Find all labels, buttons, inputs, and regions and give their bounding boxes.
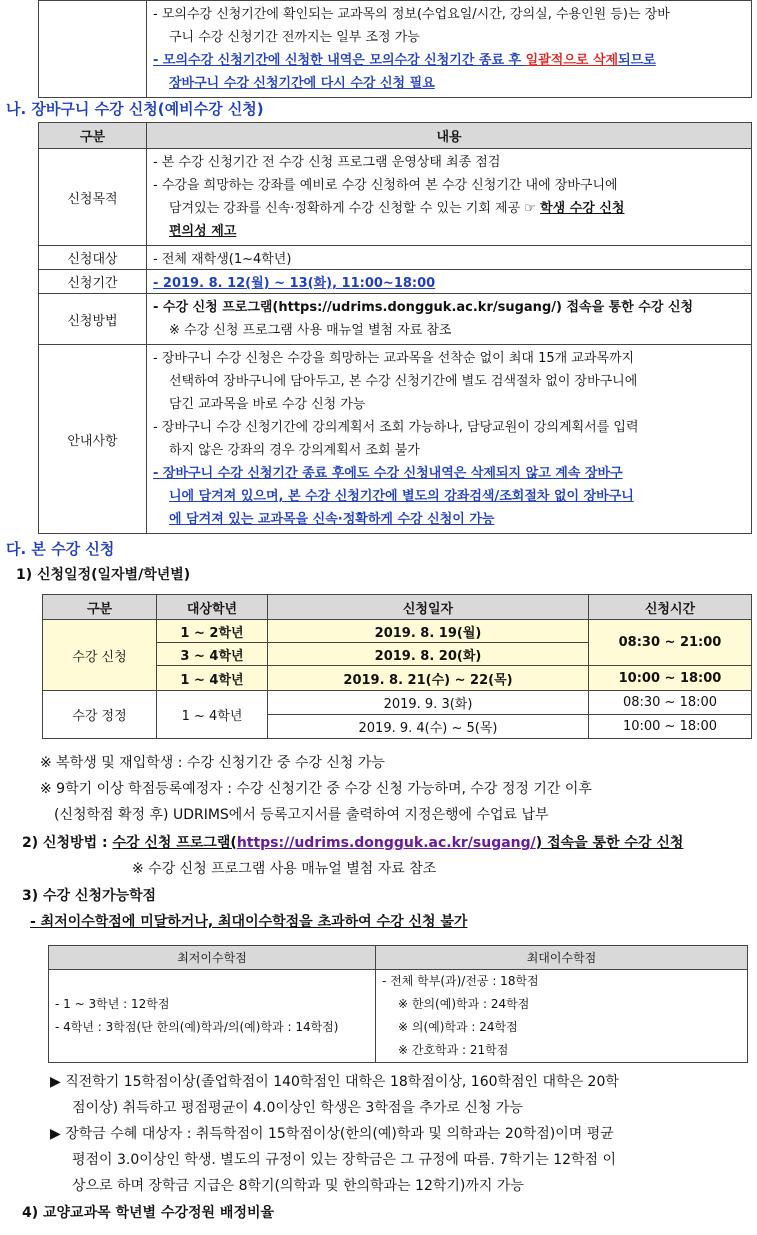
adj-time-2: 10:00 ~ 18:00 [589,715,752,739]
schedule-header-time: 신청시간 [589,595,752,620]
notice-line-6: - 장바구니 수강 신청기간 종료 후에도 수강 신청내역은 삭제되지 않고 계속 장바구 [153,466,623,481]
top-notice-content [147,1,752,98]
purpose-line-3-emph: 학생 수강 신청 [540,201,625,216]
basket-table [38,122,752,534]
top-notice-table [38,0,752,98]
top-line-4: 장바구니 수강 신청기간에 다시 수강 신청 필요 [169,76,435,91]
reg-time-1: 08:30 ~ 21:00 [589,620,752,666]
bullet-1-line-1: ▶ 직전학기 15학점이상(졸업학점이 140학점인 대학은 18학점이상, 160학점인 대학은 20학 [50,1074,619,1090]
bullet-list [50,1069,755,1199]
credit-table [48,945,748,1063]
period-label: 신청기간 [39,270,147,294]
adj-label: 수강 정정 [43,691,157,739]
reg-grade-1: 1 ~ 2학년 [157,620,268,643]
credit-min-1: - 1 ~ 3학년 : 12학점 [55,997,170,1011]
credit-max-3: ※ 의(예)학과 : 24학점 [398,1020,518,1034]
credit-min-2: - 4학년 : 3학점(단 한의(예)학과/의(예)학과 : 14학점) [55,1020,339,1034]
credit-header-max: 최대이수학점 [376,946,748,970]
adj-date-2: 2019. 9. 4(수) ~ 5(목) [268,715,589,739]
adj-grade: 1 ~ 4학년 [157,691,268,739]
reg-date-1: 2019. 8. 19(월) [268,620,589,643]
schedule-subtitle: 1) 신청일정(일자별/학년별) [16,567,191,583]
method-heading-label: 2) 신청방법 : [22,835,113,851]
top-line-3-tail: 되므로 [618,53,656,68]
method-heading-b: ) 접속을 통한 수강 신청 [535,835,684,851]
notice-content [147,345,752,534]
credit-max-2: ※ 한의(예)학과 : 24학점 [398,997,530,1011]
top-notice-empty-cell [39,1,147,98]
method-content [147,294,752,345]
top-line-3-text: - 모의수강 신청기간에 신청한 내역은 모의수강 신청기간 종료 후 [153,53,526,68]
credit-max-1: - 전체 학부(과)/전공 : 18학점 [382,974,539,988]
bullet-2-line-1: ▶ 장학금 수혜 대상자 : 취득학점이 15학점이상(한의(예)학과 및 의학과는 20학점)이며 평균 [50,1126,614,1142]
purpose-line-2: - 수강을 희망하는 강좌를 예비로 수강 신청하여 본 수강 신청기간 내에 장바구니에 [153,178,618,193]
note-2: ※ 9학기 이상 학점등록예정자 : 수강 신청기간 중 수강 신청 가능하며, 수강 정정 기간 이후 [40,781,592,797]
notice-line-4: - 장바구니 수강 신청기간에 강의계획서 조회 가능하나, 담당교원이 강의계획서를 입력 [153,420,639,435]
notice-label: 안내사항 [39,345,147,534]
quota-heading: 4) 교양교과목 학년별 수강정원 배정비율 [22,1205,275,1221]
method-note: ※ 수강 신청 프로그램 사용 매뉴얼 별첨 자료 참조 [132,861,437,877]
credit-header-min: 최저이수학점 [49,946,376,970]
note-1: ※ 복학생 및 재입학생 : 수강 신청기간 중 수강 신청 가능 [40,755,385,771]
purpose-line-3-text: 담겨있는 강좌를 신속·정확하게 수강 신청할 수 있는 기회 제공 ☞ [169,201,541,216]
basket-header-content: 내용 [147,123,752,149]
method-url-link[interactable]: https://udrims.dongguk.ac.kr/sugang/ [236,835,536,851]
purpose-label: 신청목적 [39,149,147,246]
period-value: - 2019. 8. 12(월) ~ 13(화), 11:00~18:00 [147,270,752,294]
top-line-3 [153,49,745,72]
notice-line-3: 담긴 교과목을 바로 수강 신청 가능 [169,397,366,412]
credit-max-cell [376,970,748,1063]
top-line-3-red: 일괄적으로 삭제 [525,53,619,68]
notice-line-5: 하지 않은 강좌의 경우 강의계획서 조회 불가 [169,443,420,458]
purpose-content [147,149,752,246]
purpose-line-3 [153,197,745,220]
purpose-line-1: - 본 수강 신청기간 전 수강 신청 프로그램 운영상태 최종 점검 [153,155,501,170]
method-heading-a: 수강 신청 프로그램( [112,835,237,851]
method-label: 신청방법 [39,294,147,345]
adj-date-1: 2019. 9. 3(화) [268,691,589,715]
schedule-header-category: 구분 [43,595,157,620]
reg-date-3: 2019. 8. 21(수) ~ 22(목) [268,666,589,691]
method-heading [22,832,683,852]
credits-rule: - 최저이수학점에 미달하거나, 최대이수학점을 초과하여 수강 신청 불가 [30,914,468,930]
credits-heading: 3) 수강 신청가능학점 [22,888,157,904]
note-3: (신청학점 확정 후) UDRIMS에서 등록고지서를 출력하여 지정은행에 수업료 납부 [54,807,549,823]
method-line-1: - 수강 신청 프로그램(https://udrims.dongguk.ac.kr/sugang/) 접속을 통한 수강 신청 [153,300,694,315]
credit-max-4: ※ 간호학과 : 21학점 [398,1043,509,1057]
reg-date-2: 2019. 8. 20(화) [268,643,589,666]
reg-grade-3: 1 ~ 4학년 [157,666,268,691]
schedule-header-date: 신청일자 [268,595,589,620]
section-na-title: 나. 장바구니 수강 신청(예비수강 신청) [6,100,264,118]
top-line-1: - 모의수강 신청기간에 확인되는 교과목의 정보(수업요일/시간, 강의실, 수용인원 등)는 장바 [153,7,670,22]
notice-line-1: - 장바구니 수강 신청은 수강을 희망하는 교과목을 선착순 없이 최대 15개 교과목까지 [153,351,635,366]
adj-time-1: 08:30 ~ 18:00 [589,691,752,715]
bullet-2-line-2: 평점이 3.0이상인 학생. 별도의 규정이 있는 장학금은 그 규정에 따름. 7학기는 12학점 이 [72,1152,617,1168]
reg-grade-2: 3 ~ 4학년 [157,643,268,666]
notice-line-7: 니에 담겨져 있으며, 본 수강 신청기간에 별도의 강좌검색/조회절차 없이 장바구니 [169,489,634,504]
notice-line-8: 에 담겨져 있는 교과목을 신속·정확하게 수강 신청이 가능 [169,512,495,527]
reg-time-2: 10:00 ~ 18:00 [589,666,752,691]
method-line-2: ※ 수강 신청 프로그램 사용 매뉴얼 별첨 자료 참조 [169,323,452,338]
notice-line-2: 선택하여 장바구니에 담아두고, 본 수강 신청기간에 별도 검색절차 없이 장바구니에 [169,374,638,389]
schedule-notes [40,750,755,828]
reg-label: 수강 신청 [43,620,157,691]
target-label: 신청대상 [39,246,147,270]
top-line-2: 구니 수강 신청기간 전까지는 일부 조정 가능 [169,30,420,45]
credit-min-cell [49,970,376,1063]
purpose-line-4: 편의성 제고 [169,224,237,239]
basket-header-category: 구분 [39,123,147,149]
bullet-1-line-2: 점이상) 취득하고 평점평균이 4.0이상인 학생은 3학점을 추가로 신청 가능 [72,1100,523,1116]
target-value: - 전체 재학생(1~4학년) [147,246,752,270]
bullet-2-line-3: 상으로 하며 장학금 지급은 8학기(의학과 및 한의학과는 12학기)까지 가능 [72,1178,524,1194]
schedule-header-grade: 대상학년 [157,595,268,620]
section-da-title: 다. 본 수강 신청 [6,540,115,558]
schedule-table [42,594,752,739]
